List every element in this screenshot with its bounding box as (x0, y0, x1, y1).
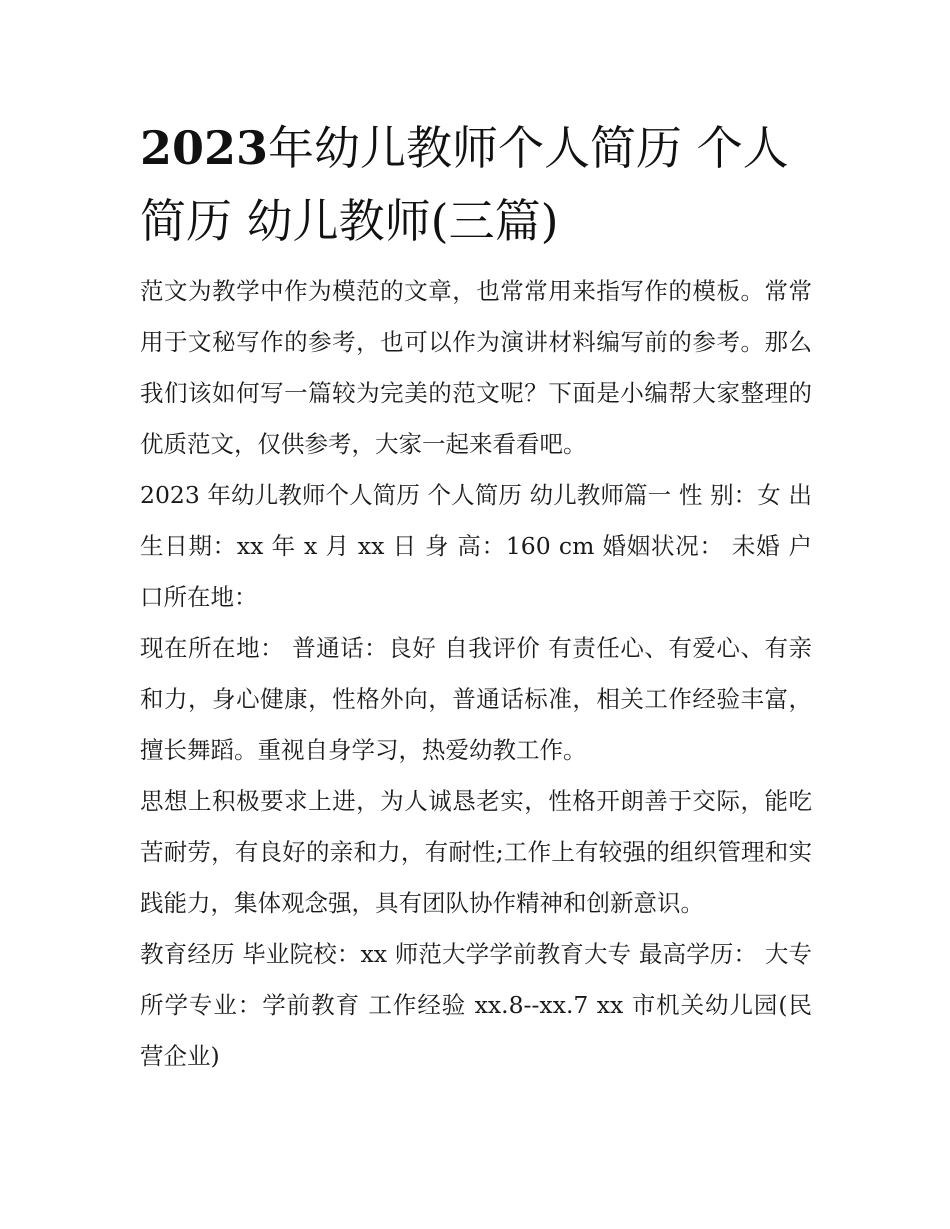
character-paragraph: 思想上积极要求上进，为人诚恳老实，性格开朗善于交际，能吃苦耐劳，有良好的亲和力，有耐性;工作上有较强的组织管理和实践能力，集体观念强，具有团队协作精神和创新意识。 (140, 787, 812, 917)
basic-info-paragraph: 2023 年幼儿教师个人简历 个人简历 幼儿教师篇一 性 别：女 出生日期：xx 年 x 月 xx 日 身 高：160 cm 婚姻状况： 未婚 户口所在地： (140, 481, 812, 611)
document-body (140, 112, 812, 1082)
education-paragraph: 教育经历 毕业院校：xx 师范大学学前教育大专 最高学历： 大专 所学专业：学前教育 工作经验 xx.8--xx.7 xx 市机关幼儿园(民营企业) (140, 940, 812, 1070)
document-title (140, 112, 812, 258)
intro-paragraph: 范文为教学中作为模范的文章，也常常用来指写作的模板。常常用于文秘写作的参考，也可以作为演讲材料编写前的参考。那么我们该如何写一篇较为完美的范文呢？下面是小编帮大家整理的优质范文，仅供参考，大家一起来看看吧。 (140, 277, 812, 458)
title-text: 年幼儿教师个人简历 个人简历 幼儿教师(三篇) (140, 121, 789, 248)
title-year: 2023 (140, 121, 269, 175)
self-evaluation-paragraph: 现在所在地： 普通话：良好 自我评价 有责任心、有爱心、有亲和力，身心健康，性格外向，普通话标准，相关工作经验丰富，擅长舞蹈。重视自身学习，热爱幼教工作。 (140, 634, 812, 764)
